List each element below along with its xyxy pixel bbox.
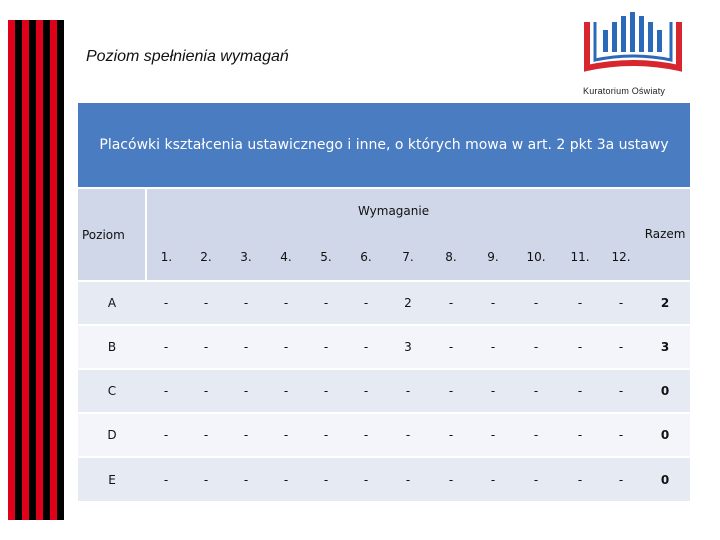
table-cell: - — [146, 281, 186, 325]
table-cell: - — [306, 457, 346, 501]
banner-text: Placówki kształcenia ustawicznego i inne, o których mowa w art. 2 pkt 3a ustawy — [99, 137, 669, 153]
table-cell: - — [146, 325, 186, 369]
table-cell: - — [226, 281, 266, 325]
table-cell: 2 — [386, 281, 430, 325]
table-cell: - — [186, 369, 226, 413]
table-cell: - — [558, 413, 602, 457]
table-cell: - — [306, 413, 346, 457]
table-cell: - — [558, 325, 602, 369]
table-row — [78, 281, 690, 325]
column-header: 8. — [445, 249, 457, 264]
table-row — [78, 457, 690, 501]
row-level: B — [78, 325, 146, 369]
column-header: 2. — [200, 249, 212, 264]
row-level: C — [78, 369, 146, 413]
table-cell: - — [514, 413, 558, 457]
table-cell: - — [514, 281, 558, 325]
column-header: 5. — [320, 249, 332, 264]
column-header: 7. — [402, 249, 414, 264]
results-table — [78, 189, 690, 501]
table-cell: - — [226, 369, 266, 413]
table-cell: - — [514, 325, 558, 369]
table-cell: - — [430, 369, 472, 413]
table-cell: - — [346, 457, 386, 501]
razem-header: Razem — [644, 227, 686, 241]
table-cell: - — [602, 413, 640, 457]
column-header: 6. — [360, 249, 372, 264]
row-level: D — [78, 413, 146, 457]
table-cell: - — [266, 369, 306, 413]
table-cell: - — [514, 457, 558, 501]
kuratorium-logo-icon — [583, 8, 683, 80]
table-cell: - — [472, 281, 514, 325]
table-cell: - — [146, 369, 186, 413]
column-header: 12. — [611, 249, 631, 264]
table-cell: - — [186, 325, 226, 369]
table-cell: - — [602, 325, 640, 369]
table-cell: - — [558, 281, 602, 325]
table-cell: - — [430, 281, 472, 325]
row-level: A — [78, 281, 146, 325]
table-cell: - — [226, 457, 266, 501]
table-cell: - — [146, 457, 186, 501]
table-cell: - — [430, 413, 472, 457]
table-cell: - — [386, 413, 430, 457]
table-cell: - — [186, 457, 226, 501]
table-cell: - — [266, 281, 306, 325]
row-total: 2 — [640, 281, 690, 325]
table-cell: - — [472, 457, 514, 501]
table-cell: - — [346, 325, 386, 369]
table-cell: - — [602, 369, 640, 413]
row-total: 0 — [640, 413, 690, 457]
column-header: 10. — [526, 249, 546, 264]
table-cell: - — [186, 281, 226, 325]
table-cell: - — [430, 325, 472, 369]
table-cell: - — [558, 369, 602, 413]
table-cell: 3 — [386, 325, 430, 369]
table-row — [78, 325, 690, 369]
table-cell: - — [306, 281, 346, 325]
table-cell: - — [146, 413, 186, 457]
table-cell: - — [346, 369, 386, 413]
column-header: 4. — [280, 249, 292, 264]
table-cell: - — [472, 413, 514, 457]
table-cell: - — [346, 413, 386, 457]
table-cell: - — [266, 457, 306, 501]
table-cell: - — [266, 413, 306, 457]
table-cell: - — [346, 281, 386, 325]
table-cell: - — [226, 325, 266, 369]
row-total: 0 — [640, 369, 690, 413]
banner — [78, 103, 690, 187]
table-cell: - — [226, 413, 266, 457]
column-header: 9. — [487, 249, 499, 264]
poziom-header: Poziom — [78, 189, 146, 281]
table-cell: - — [430, 457, 472, 501]
table-cell: - — [602, 281, 640, 325]
wymaganie-header: Wymaganie — [358, 204, 430, 218]
column-header: 1. — [160, 249, 173, 264]
table-cell: - — [186, 413, 226, 457]
decorative-stripes — [8, 20, 64, 520]
column-header: 11. — [570, 249, 590, 264]
row-total: 0 — [640, 457, 690, 501]
table-cell: - — [472, 325, 514, 369]
table-cell: - — [266, 325, 306, 369]
table-cell: - — [472, 369, 514, 413]
table-cell: - — [306, 325, 346, 369]
table-cell: - — [558, 457, 602, 501]
row-total: 3 — [640, 325, 690, 369]
table-cell: - — [386, 369, 430, 413]
table-cell: - — [386, 457, 430, 501]
row-level: E — [78, 457, 146, 501]
table-row — [78, 413, 690, 457]
logo-caption: Kuratorium Oświaty — [583, 86, 666, 96]
column-header: 3. — [240, 249, 252, 264]
table-cell: - — [514, 369, 558, 413]
table-cell: - — [306, 369, 346, 413]
page-title: Poziom spełnienia wymagań — [86, 48, 289, 65]
table-cell: - — [602, 457, 640, 501]
table-row — [78, 369, 690, 413]
